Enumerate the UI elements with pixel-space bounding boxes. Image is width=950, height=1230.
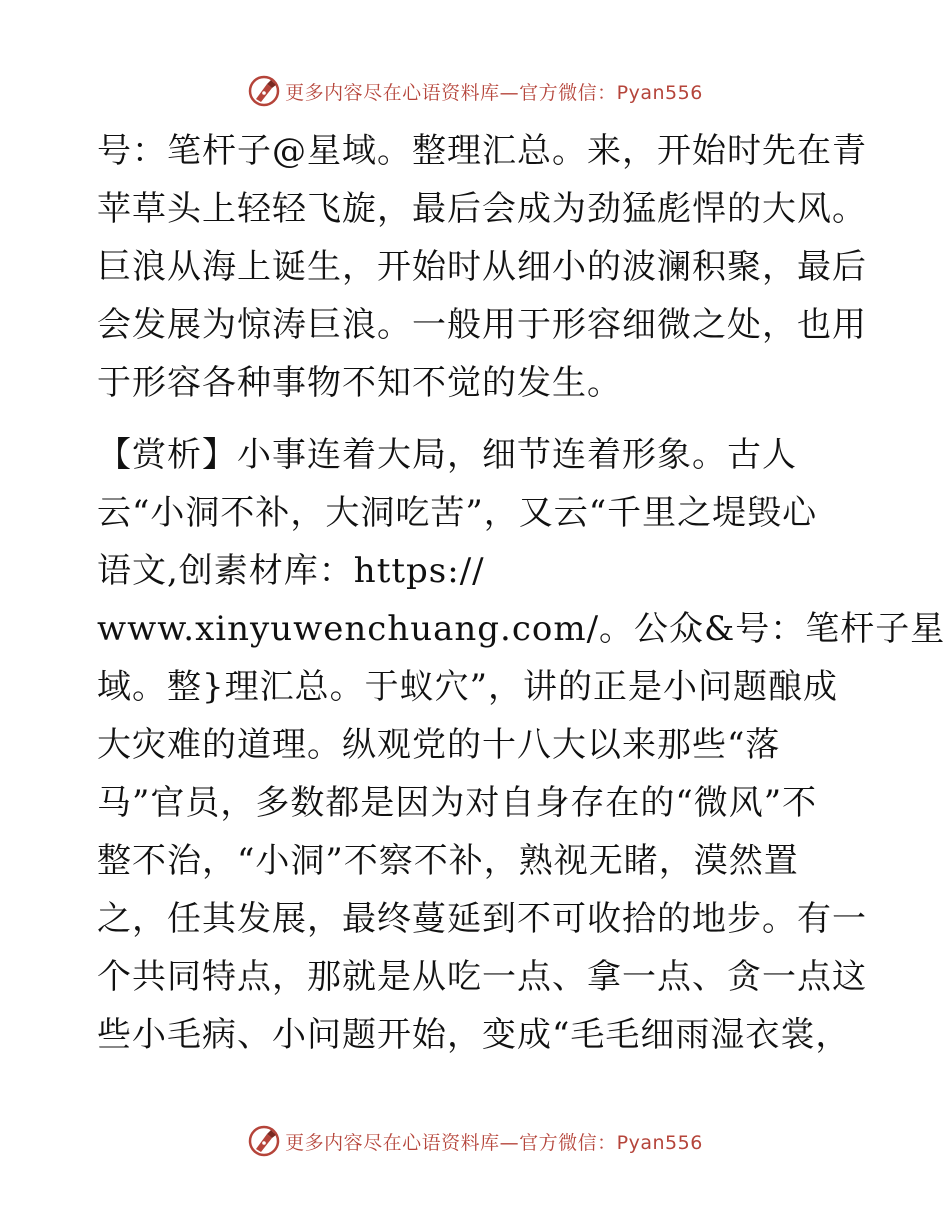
text-line: 些小毛病、小问题开始，变成“毛毛细雨湿衣裳， <box>97 1015 851 1055</box>
paragraph-gap <box>97 412 857 426</box>
page-footer-banner <box>0 1121 950 1161</box>
text-line: 苹草头上轻轻飞旋，最后会成为劲猛彪悍的大风。 <box>97 189 867 229</box>
text-line: 云“小洞不补，大洞吃苦”，又云“千里之堤毁心 <box>97 493 818 533</box>
text-line: 【赏析】小事连着大局，细节连着形象。古人 <box>97 435 797 475</box>
text-line: 之，任其发展，最终蔓延到不可收拾的地步。有一 <box>97 899 867 939</box>
pen-nib-logo-icon <box>247 74 281 108</box>
text-line: www.xinyuwenchuang.com/。公众&号：笔杆子星 <box>97 609 946 649</box>
text-line: 整不治，“小洞”不察不补，熟视无睹，漠然置 <box>97 841 799 881</box>
pen-nib-logo-icon <box>247 1124 281 1158</box>
text-line: 语文,创素材库：https:// <box>97 551 485 591</box>
text-line: 于形容各种事物不知不觉的发生。 <box>97 363 622 403</box>
paragraph-definition <box>97 122 867 412</box>
text-line: 号：笔杆子@星域。整理汇总。来，开始时先在青 <box>97 131 867 171</box>
text-line: 个共同特点，那就是从吃一点、拿一点、贪一点这 <box>97 957 867 997</box>
text-line: 域。整}理汇总。于蚁穴”，讲的正是小问题酿成 <box>97 667 839 707</box>
paragraph-analysis <box>97 426 946 1064</box>
document-body <box>97 122 946 1064</box>
text-line: 大灾难的道理。纵观党的十八大以来那些“落 <box>97 725 781 765</box>
text-line: 马”官员，多数都是因为对自身存在的“微风”不 <box>97 783 818 823</box>
text-line: 会发展为惊涛巨浪。一般用于形容细微之处，也用 <box>97 305 867 345</box>
footer-banner-text: 更多内容尽在心语资料库—官方微信：Pyan556 <box>285 1131 703 1154</box>
header-banner-text: 更多内容尽在心语资料库—官方微信：Pyan556 <box>285 81 703 104</box>
page-header-banner <box>0 71 950 111</box>
text-line: 巨浪从海上诞生，开始时从细小的波澜积聚，最后 <box>97 247 867 287</box>
